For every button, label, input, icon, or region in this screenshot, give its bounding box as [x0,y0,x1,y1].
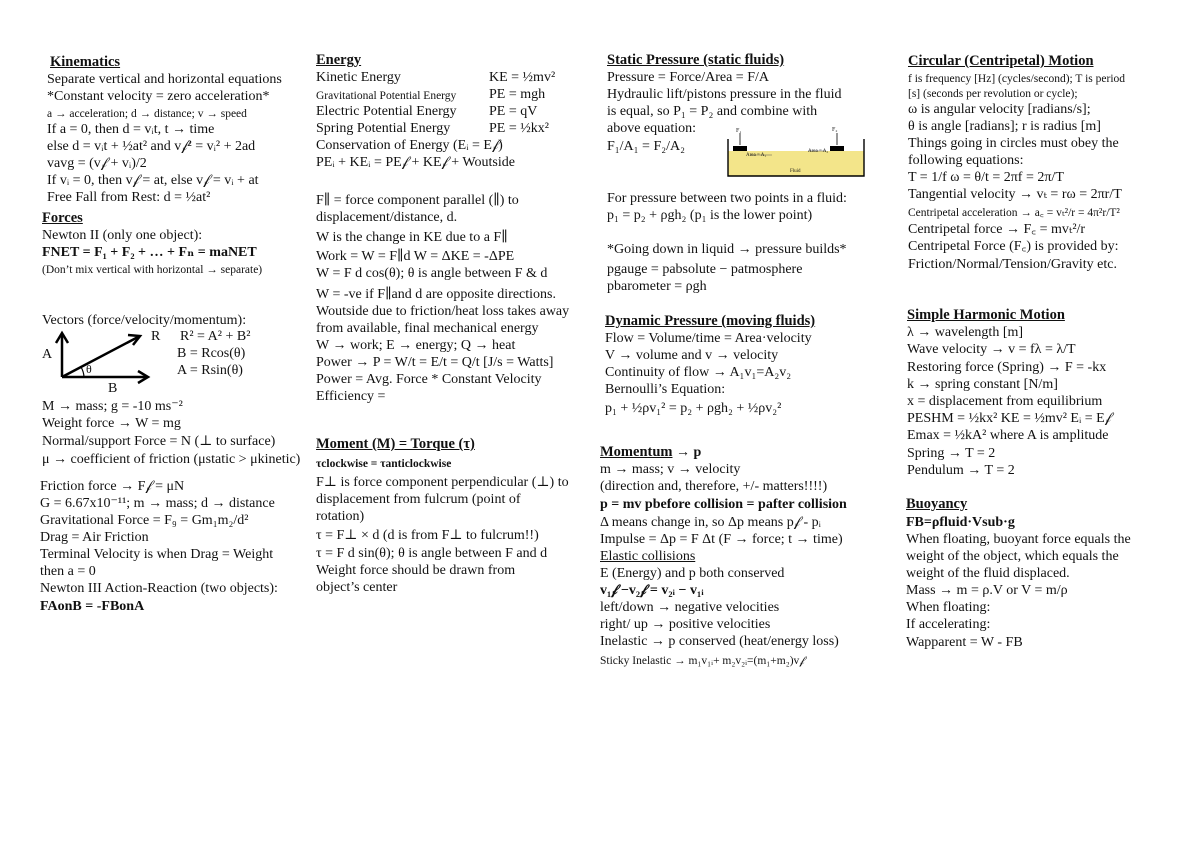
energy-line: Power = Avg. Force * Constant Velocity [316,372,542,387]
vector-label-theta: θ [86,362,92,376]
moment-line: rotation) [316,509,365,524]
energy-row-name: Electric Potential Energy [316,104,457,119]
shm-line: x = displacement from equilibrium [907,394,1103,409]
vector-label-a: A [42,347,53,362]
momentum-line: right/ up → positive velocities [600,617,771,632]
momentum-line: E (Energy) and p both conserved [600,566,785,581]
forces-line: FAonB = -FBonA [40,599,145,614]
shm-line: Pendulum → T = 2 [907,463,1015,478]
momentum-line: left/down → negative velocities [600,600,780,615]
static-pressure-line: Pressure = Force/Area = F/A [607,70,769,85]
circular-line: ω is angular velocity [radians/s]; [908,102,1091,117]
energy-line: Woutside due to friction/heat loss takes away [316,304,570,319]
forces-line: Newton II (only one object): [42,228,203,243]
moment-line: τ = F d sin(θ); θ is angle between F and d [316,546,548,561]
energy-row-name: Kinetic Energy [316,70,401,85]
buoyancy-line: When floating, buoyant force equals the [906,532,1131,547]
shm-line: Spring → T = 2 [907,446,996,461]
buoyancy-line: Mass → m = ρ.V or V = m/ρ [906,583,1068,598]
vector-equation: A = Rsin(θ) [177,363,243,378]
momentum-line: Elastic collisions [600,549,696,564]
buoyancy-line: Wapparent = W - FB [906,635,1023,650]
momentum-line: (direction and, therefore, +/- matters!!!!) [600,479,828,494]
kinematics-line: a → acceleration; d → distance; v → speed [47,108,247,120]
kinematics-title: Kinematics [50,54,121,70]
moment-line: object’s center [316,580,398,595]
forces-line: (Don’t mix vertical with horizontal → separate) [42,264,263,276]
vector-label-r: R [151,329,161,344]
circular-line: Centripetal force → F꜀ = mvₜ²/r [908,222,1086,237]
kinematics-line: vavg = (v𝒻 + vᵢ)/2 [47,156,147,171]
forces-title: Forces [42,210,83,226]
moment-line: F⊥ is force component perpendicular (⊥) to [316,475,569,490]
energy-row-eq: PE = qV [489,104,538,119]
energy-line: displacement/distance, d. [316,210,458,225]
energy-line: PEᵢ + KEᵢ = PE𝒻 + KE𝒻 + Woutside [316,155,515,170]
momentum-title: Momentum [600,444,673,460]
momentum-line: Δ means change in, so Δp means p𝒻 - pᵢ [600,515,821,530]
static-pressure-line: Hydraulic lift/pistons pressure in the fluid [607,87,842,102]
forces-line: G = 6.67x10⁻¹¹; m → mass; d → distance [40,496,275,511]
diagram-label-a1: Area = A₁ [746,153,767,158]
momentum-line: Impulse = Δp = F Δt (F → force; t → time) [600,532,843,547]
diagram-label-f2: F₂ [832,127,838,133]
forces-line: Vectors (force/velocity/momentum): [42,313,247,328]
forces-line: FNET = F₁ + F₂ + … + Fₙ = maNET [42,245,257,260]
moment-line: τclockwise = τanticlockwise [316,458,452,470]
static-pressure-line: p₁ = p₂ + ρgh₂ (p₁ is the lower point) [607,208,813,223]
forces-line: Terminal Velocity is when Drag = Weight [40,547,274,562]
kinematics-line: Free Fall from Rest: d = ½at² [47,190,211,205]
circular-line: Things going in circles must obey the [908,136,1119,151]
moment-line: Weight force should be drawn from [316,563,516,578]
diagram-label-fluid: Fluid [790,169,801,174]
forces-line: then a = 0 [40,564,96,579]
circular-line: following equations: [908,153,1024,168]
forces-line: Newton III Action-Reaction (two objects): [40,581,278,596]
energy-row-name: Gravitational Potential Energy [316,90,457,102]
energy-row-eq: PE = ½kx² [489,121,549,136]
buoyancy-line: weight of the object, which equals the [906,549,1119,564]
circular-line: Centripetal acceleration → a꜀ = vₜ²/r = 4π²r/T² [908,207,1120,219]
energy-line: F∥ = force component parallel (∥) to [316,193,519,208]
shm-line: PESHM = ½kx² KE = ½mv² Eᵢ = E𝒻 [907,411,1111,426]
static-pressure-line: F₁/A₁ = F₂/A₂ [607,139,685,154]
energy-line: W = F d cos(θ); θ is angle between F & d [316,266,548,281]
momentum-line: Sticky Inelastic → m₁v₁ᵢ+ m₂v₂ᵢ=(m₁+m₂)v𝒻 [600,655,805,667]
energy-row-eq: PE = mgh [489,87,546,102]
dynamic-pressure-line: Bernoulli’s Equation: [605,382,726,397]
kinematics-line: *Constant velocity = zero acceleration* [47,89,270,104]
forces-line: M → mass; g = -10 ms⁻² [42,399,183,414]
buoyancy-line: If accelerating: [906,617,991,632]
energy-title: Energy [316,52,362,68]
buoyancy-line: FB=ρfluid·Vsub·g [906,515,1015,530]
momentum-title-suffix: → p [672,445,702,460]
vector-equation: R² = A² + B² [180,329,251,344]
momentum-line: v₁𝒻 −v₂𝒻 = v₂ᵢ − v₁ᵢ [600,583,704,598]
energy-row-name: Spring Potential Energy [316,121,451,136]
dynamic-pressure-line: Continuity of flow → A₁v₁=A₂v₂ [605,365,792,380]
moment-line: τ = F⊥ × d (d is from F⊥ to fulcrum!!) [316,528,539,543]
circular-title: Circular (Centripetal) Motion [908,53,1094,69]
forces-line: Weight force → W = mg [42,416,181,431]
energy-row-eq: KE = ½mv² [489,70,556,85]
energy-line: W → work; E → energy; Q → heat [316,338,516,353]
dynamic-pressure-line: V → volume and v → velocity [605,348,779,363]
diagram-label-a2: Area = A₂ [808,149,829,154]
shm-line: Restoring force (Spring) → F = -kx [907,360,1107,375]
static-pressure-line: pbarometer = ρgh [607,279,707,294]
buoyancy-line: When floating: [906,600,991,615]
energy-line: from available, final mechanical energy [316,321,539,336]
static-pressure-title: Static Pressure (static fluids) [607,52,785,68]
circular-line: Tangential velocity → vₜ = rω = 2πr/T [908,187,1122,202]
energy-line: Efficiency = [316,389,386,404]
circular-line: Friction/Normal/Tension/Gravity etc. [908,257,1117,272]
momentum-line: Inelastic → p conserved (heat/energy loss) [600,634,839,649]
diagram-label-f1: F₁ [736,128,742,134]
kinematics-line: Separate vertical and horizontal equations [47,72,282,87]
energy-line: Work = W = F∥d W = ΔKE = -ΔPE [316,249,515,264]
momentum-heading [600,444,701,461]
vector-label-b: B [108,381,118,396]
kinematics-line: If vᵢ = 0, then v𝒻 = at, else v𝒻 = vᵢ + at [47,173,259,188]
moment-line: displacement from fulcrum (point of [316,492,521,507]
shm-title: Simple Harmonic Motion [907,307,1065,323]
energy-line: W is the change in KE due to a F∥ [316,230,508,245]
energy-line: Conservation of Energy (Eᵢ = E𝒻) [316,138,503,153]
buoyancy-line: weight of the fluid displaced. [906,566,1070,581]
energy-line: W = -ve if F∥and d are opposite directions. [316,287,556,302]
static-pressure-line: pgauge = pabsolute − patmosphere [607,262,803,277]
circular-line: θ is angle [radians]; r is radius [m] [908,119,1101,134]
dynamic-pressure-line: Flow = Volume/time = Area·velocity [605,331,812,346]
forces-line: Drag = Air Friction [40,530,149,545]
forces-line: Gravitational Force = F₉ = Gm₁m₂/d² [40,513,249,528]
shm-line: λ → wavelength [m] [907,325,1024,340]
forces-line: μ → coefficient of friction (μstatic > μkinetic) [42,452,301,467]
forces-line: Friction force → F𝒻 = μN [40,479,185,494]
shm-line: k → spring constant [N/m] [907,377,1058,392]
dynamic-pressure-line: p₁ + ½ρv₁² = p₂ + ρgh₂ + ½ρv₂² [605,401,782,416]
kinematics-line: If a = 0, then d = vᵢt, t → time [47,122,215,137]
buoyancy-title: Buoyancy [906,496,968,512]
circular-line: T = 1/f ω = θ/t = 2πf = 2π/T [908,170,1064,185]
vector-diagram [40,325,160,395]
static-pressure-line: For pressure between two points in a fluid: [607,191,847,206]
circular-line: Centripetal Force (F꜀) is provided by: [908,239,1119,254]
static-pressure-line: is equal, so P₁ = P₂ and combine with [607,104,818,119]
dynamic-pressure-title: Dynamic Pressure (moving fluids) [605,313,816,329]
momentum-line: p = mv pbefore collision = pafter collision [600,497,847,512]
shm-line: Wave velocity → v = fλ = λ/T [907,342,1076,357]
circular-line: [s] (seconds per revolution or cycle); [908,88,1078,100]
momentum-line: m → mass; v → velocity [600,462,741,477]
static-pressure-line: above equation: [607,121,697,136]
energy-line: Power → P = W/t = E/t = Q/t [J/s = Watts] [316,355,554,370]
moment-title: Moment (M) = Torque (τ) [316,436,475,452]
static-pressure-line: *Going down in liquid → pressure builds* [607,242,847,257]
kinematics-line: else d = vᵢt + ½at² and v𝒻² = vᵢ² + 2ad [47,139,256,154]
forces-line: Normal/support Force = N (⊥ to surface) [42,434,276,449]
shm-line: Emax = ½kA² where A is amplitude [907,428,1109,443]
vector-equation: B = Rcos(θ) [177,346,246,361]
circular-line: f is frequency [Hz] (cycles/second); T is period [908,73,1126,85]
